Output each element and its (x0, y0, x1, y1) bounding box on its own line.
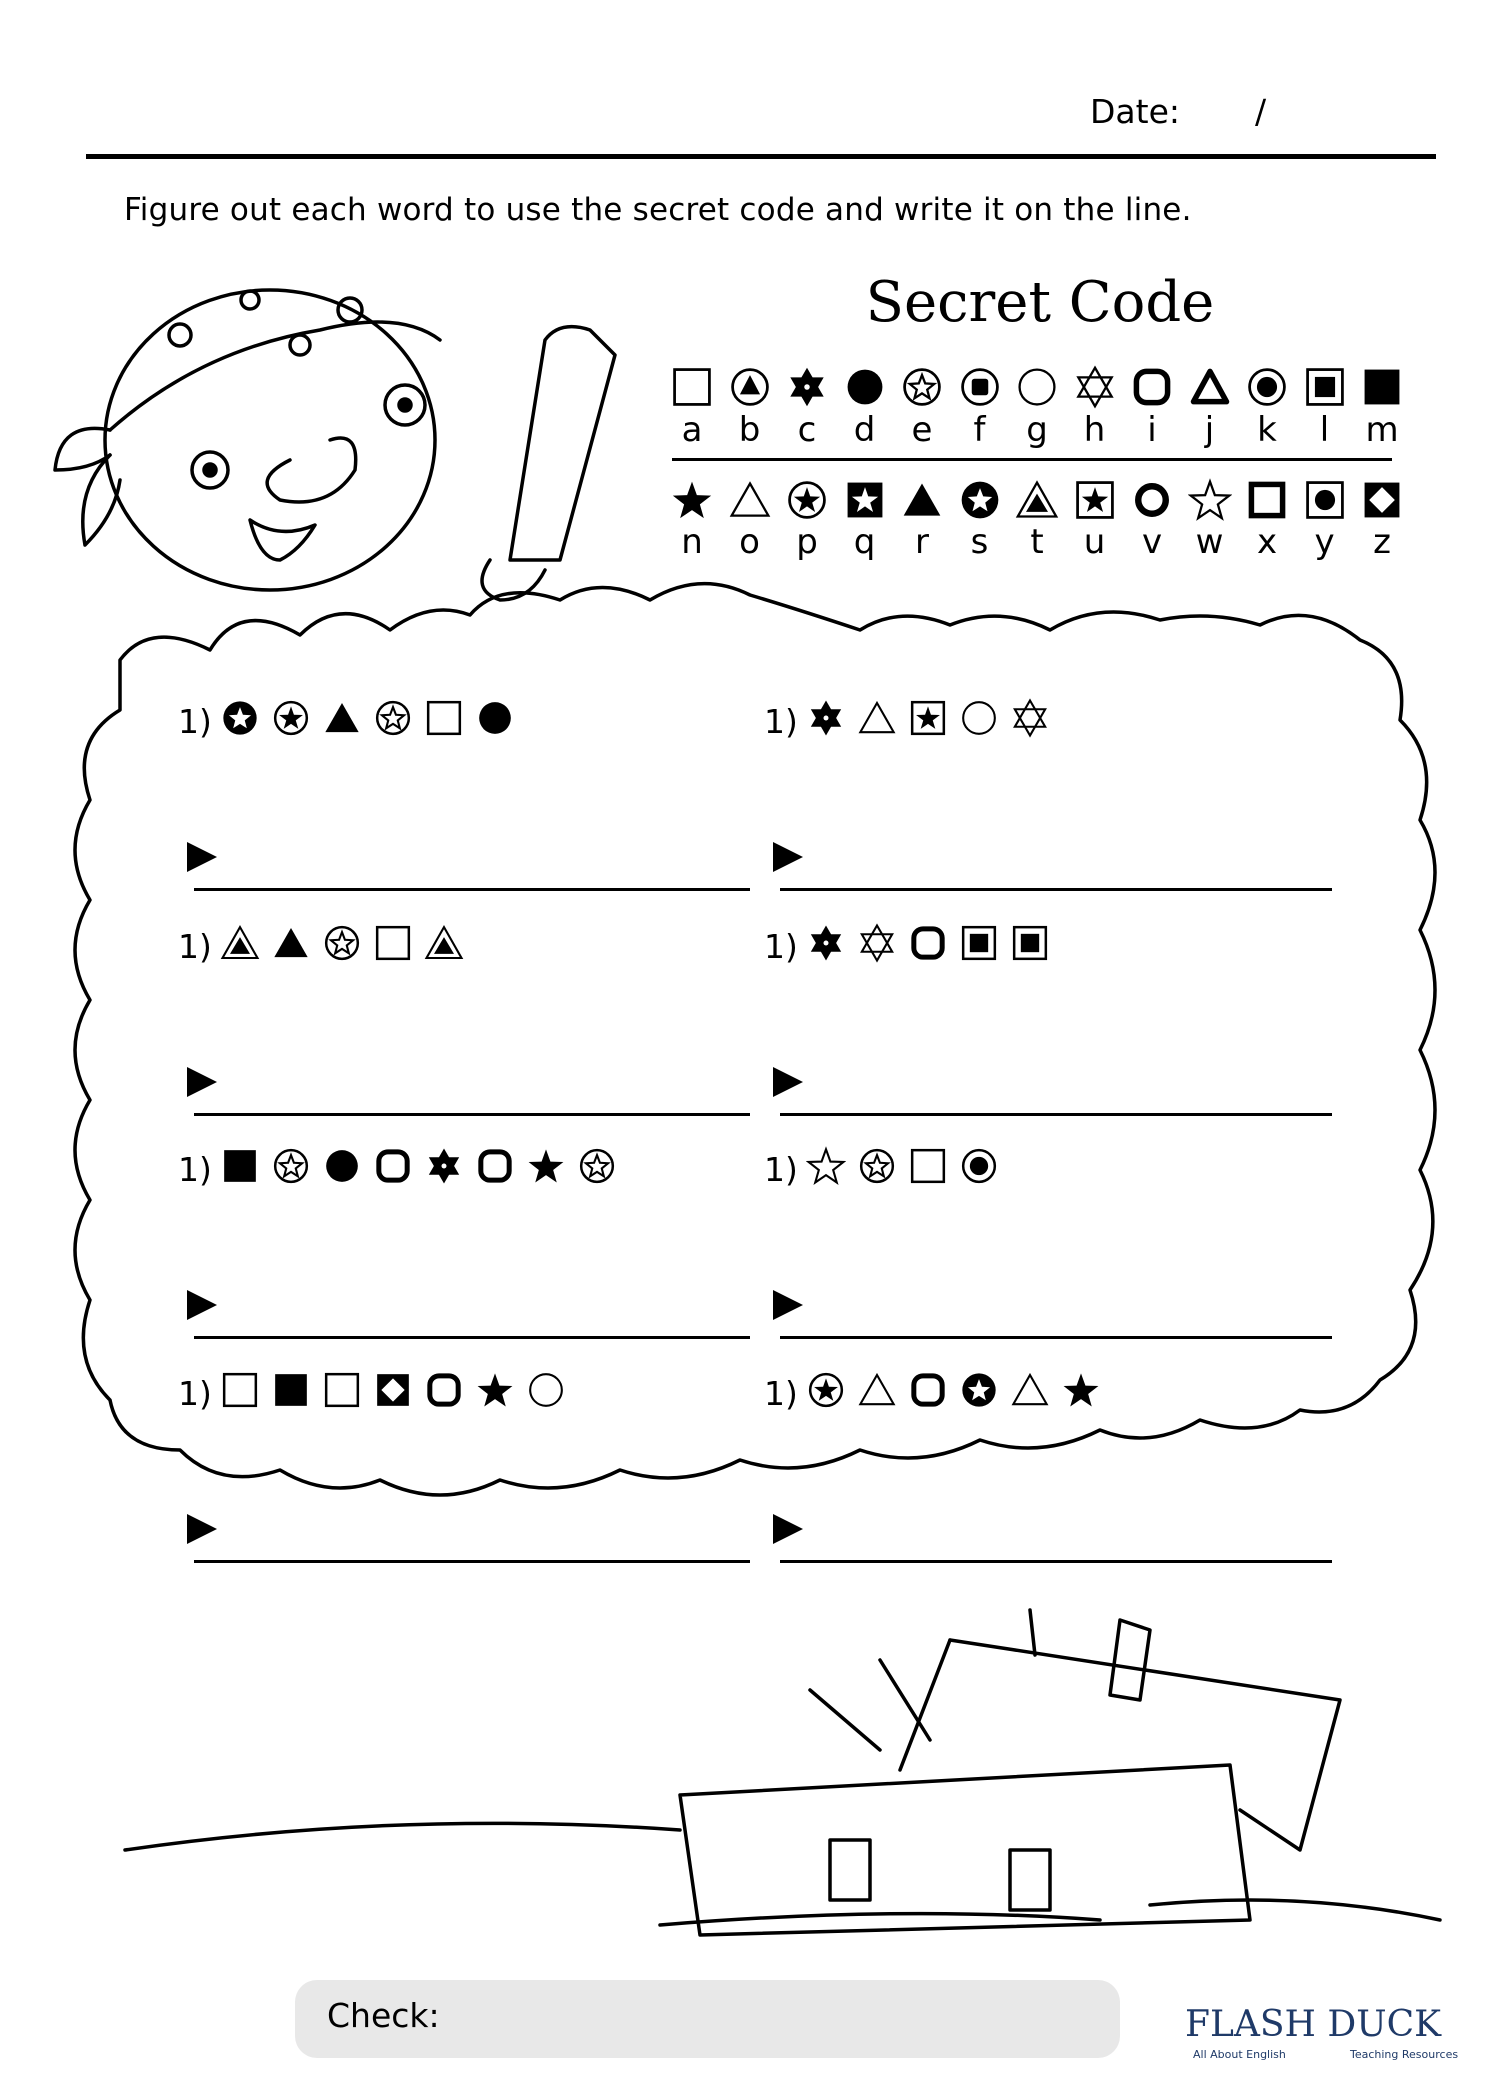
square-outline-icon (322, 1370, 362, 1410)
triangle-outline-icon (1010, 1370, 1050, 1410)
check-label: Check: (327, 1996, 440, 2035)
star-filled-icon (475, 1370, 515, 1410)
code-letter-d: d (853, 410, 876, 450)
treasure-chest (680, 1765, 1250, 1935)
secret-code-title: Secret Code (865, 270, 1215, 335)
puzzle-number: 1) (764, 927, 798, 966)
answer-arrow-icon (771, 1065, 805, 1103)
square-outline-icon (373, 923, 413, 963)
answer-line[interactable] (194, 888, 750, 891)
star-in-circle-outline-icon (271, 1146, 311, 1186)
date-label: Date: (1090, 92, 1180, 131)
answer-line[interactable] (194, 1560, 750, 1563)
rounded-square-thick-icon (424, 1370, 464, 1410)
logo-right-tagline: Teaching Resources (1350, 2048, 1459, 2061)
triangle-in-triangle-icon (1015, 478, 1059, 522)
code-letter-x: x (1256, 522, 1278, 562)
star-in-circle-filled-icon (785, 478, 829, 522)
pirate-head (105, 290, 435, 590)
answer-line[interactable] (780, 888, 1332, 891)
code-letter-b: b (738, 410, 761, 450)
code-letter-n: n (681, 522, 703, 562)
star-filled-icon (526, 1146, 566, 1186)
logo-name: FLASH DUCK (1185, 2004, 1442, 2045)
code-letter-o: o (739, 522, 760, 562)
map-scroll (510, 327, 615, 560)
star-filled-icon (670, 478, 714, 522)
answer-arrow-icon (771, 1512, 805, 1550)
square-thick-icon (1245, 478, 1289, 522)
circle-filled-icon (843, 365, 887, 409)
square-outline-icon (220, 1370, 260, 1410)
star-in-circle-filled-icon (271, 698, 311, 738)
code-letter-p: p (796, 522, 818, 562)
answer-arrow-icon (185, 1065, 219, 1103)
star-in-square-icon (908, 698, 948, 738)
puzzle-number: 1) (178, 927, 212, 966)
rounded-square-thick-icon (1130, 365, 1174, 409)
logo-left-tagline: All About English (1193, 2048, 1286, 2061)
code-letter-y: y (1314, 522, 1335, 562)
rounded-square-thick-icon (908, 1370, 948, 1410)
answer-arrow-icon (185, 1288, 219, 1326)
answer-line[interactable] (780, 1560, 1332, 1563)
answer-line[interactable] (780, 1113, 1332, 1116)
header-rule (86, 154, 1436, 159)
triangle-filled-icon (271, 923, 311, 963)
star-in-square-icon (1073, 478, 1117, 522)
code-letter-g: g (1026, 410, 1048, 450)
instructions: Figure out each word to use the secret code and write it on the line. (124, 192, 1192, 228)
star-filled-icon (1061, 1370, 1101, 1410)
ring-thick-icon (1130, 478, 1174, 522)
pirate-mouth (250, 520, 315, 560)
answer-arrow-icon (771, 1288, 805, 1326)
triangle-thick-icon (1188, 365, 1232, 409)
square-in-square-icon (1303, 365, 1347, 409)
puzzle-number: 1) (764, 1150, 798, 1189)
circle-filled-icon (322, 1146, 362, 1186)
circle-in-circle-icon (959, 1146, 999, 1186)
ground-line (125, 1823, 680, 1850)
date-slash: / (1255, 92, 1267, 131)
star-cutout-circle-icon (958, 478, 1002, 522)
flash-duck-logo (1185, 1996, 1485, 2066)
star-in-circle-outline-icon (900, 365, 944, 409)
square-in-square-icon (1010, 923, 1050, 963)
circle-in-square-icon (1303, 478, 1347, 522)
code-letter-z: z (1373, 522, 1391, 562)
code-letter-t: t (1030, 522, 1044, 562)
hexagram-outline-icon (1010, 698, 1050, 738)
triangle-in-triangle-icon (424, 923, 464, 963)
code-letter-j: j (1204, 410, 1215, 450)
code-letter-v: v (1141, 522, 1163, 562)
rounded-square-thick-icon (908, 923, 948, 963)
code-letter-u: u (1083, 522, 1106, 562)
hexagram-filled-icon (785, 365, 829, 409)
code-letter-l: l (1319, 410, 1330, 450)
code-letter-s: s (970, 522, 989, 562)
rounded-square-thick-icon (373, 1146, 413, 1186)
answer-line[interactable] (780, 1336, 1332, 1339)
hexagram-filled-icon (806, 698, 846, 738)
code-letter-i: i (1147, 410, 1157, 450)
hexagram-filled-icon (806, 923, 846, 963)
code-letter-a: a (681, 410, 703, 450)
code-letter-f: f (973, 410, 986, 450)
puzzle-number: 1) (764, 1374, 798, 1413)
circle-outline-icon (959, 698, 999, 738)
hexagram-outline-icon (1073, 365, 1117, 409)
code-letter-r: r (915, 522, 929, 562)
hexagram-outline-icon (857, 923, 897, 963)
circle-outline-icon (1015, 365, 1059, 409)
puzzle-number: 1) (178, 702, 212, 741)
star-in-circle-outline-icon (373, 698, 413, 738)
star-cutout-circle-icon (220, 698, 260, 738)
square-filled-icon (271, 1370, 311, 1410)
code-key-divider (672, 458, 1392, 461)
code-letter-m: m (1365, 410, 1399, 450)
triangle-in-triangle-icon (220, 923, 260, 963)
answer-arrow-icon (185, 1512, 219, 1550)
puzzle-number: 1) (178, 1374, 212, 1413)
diamond-in-square-icon (1360, 478, 1404, 522)
circle-in-circle-icon (1245, 365, 1289, 409)
star-in-circle-outline-icon (857, 1146, 897, 1186)
answer-arrow-icon (185, 840, 219, 878)
star-in-circle-outline-icon (577, 1146, 617, 1186)
answer-line[interactable] (194, 1336, 750, 1339)
diamond-in-square-icon (373, 1370, 413, 1410)
hexagram-filled-icon (424, 1146, 464, 1186)
code-letter-q: q (853, 522, 876, 562)
puzzle-number: 1) (764, 702, 798, 741)
rounded-square-thick-icon (475, 1146, 515, 1186)
star-in-circle-filled-icon (806, 1370, 846, 1410)
code-letter-w: w (1195, 522, 1224, 562)
code-letter-c: c (797, 410, 817, 450)
puzzle-number: 1) (178, 1150, 212, 1189)
code-letter-h: h (1083, 410, 1106, 450)
triangle-in-circle-icon (728, 365, 772, 409)
answer-line[interactable] (194, 1113, 750, 1116)
square-outline-icon (424, 698, 464, 738)
circle-outline-icon (526, 1370, 566, 1410)
triangle-outline-icon (857, 1370, 897, 1410)
triangle-filled-icon (322, 698, 362, 738)
star-cutout-circle-icon (959, 1370, 999, 1410)
star-in-square-black-icon (843, 478, 887, 522)
square-outline-icon (908, 1146, 948, 1186)
square-filled-icon (1360, 365, 1404, 409)
square-in-square-icon (959, 923, 999, 963)
square-in-circle-icon (958, 365, 1002, 409)
triangle-outline-icon (857, 698, 897, 738)
star-outline-icon (1188, 478, 1232, 522)
pirate-nose (267, 438, 356, 502)
square-filled-icon (220, 1146, 260, 1186)
star-outline-icon (806, 1146, 846, 1186)
triangle-outline-icon (728, 478, 772, 522)
code-letter-k: k (1257, 410, 1277, 450)
code-letter-e: e (911, 410, 933, 450)
star-in-circle-outline-icon (322, 923, 362, 963)
square-outline-icon (670, 365, 714, 409)
triangle-filled-icon (900, 478, 944, 522)
circle-filled-icon (475, 698, 515, 738)
answer-arrow-icon (771, 840, 805, 878)
